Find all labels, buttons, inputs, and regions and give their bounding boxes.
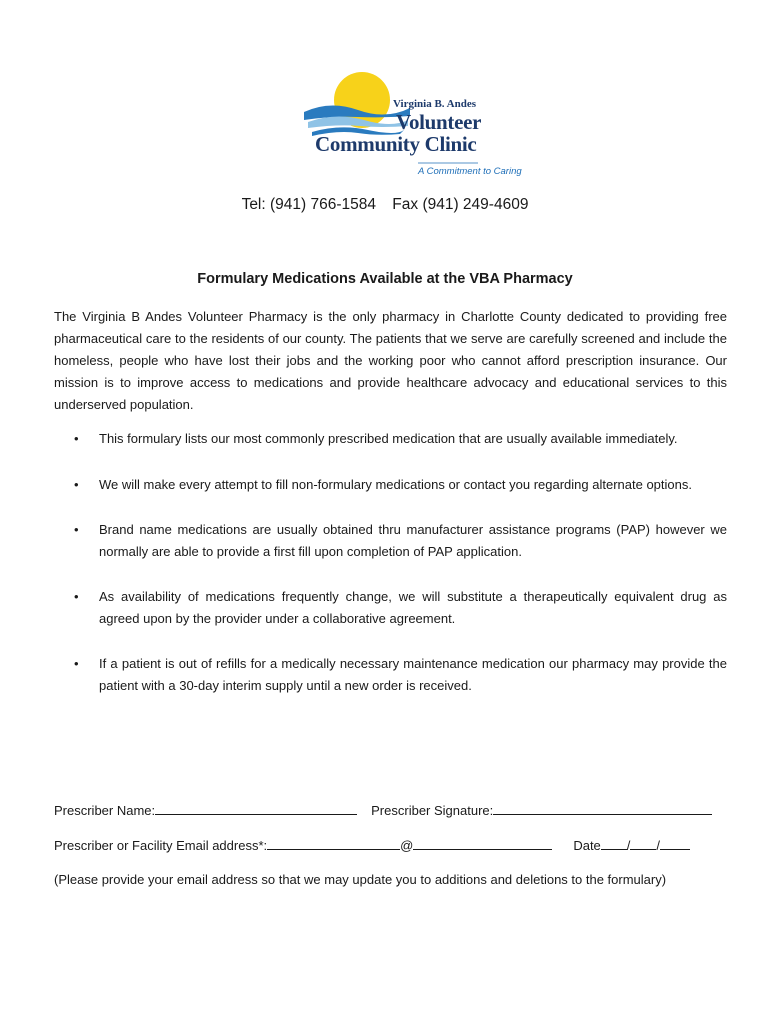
- bullet-text: If a patient is out of refills for a medically necessary maintenance medication our pharmacy may provide the patient with a 30-day interim supply until a new order is received.: [99, 656, 727, 693]
- list-item: [54, 428, 727, 450]
- fax-number: Fax (941) 249-4609: [392, 196, 529, 213]
- email-domain-field[interactable]: [413, 837, 552, 850]
- bullet-icon: •: [74, 476, 79, 492]
- email-note: (Please provide your email address so that we may update you to additions and deletions to the formulary): [54, 872, 667, 887]
- list-item: [54, 653, 727, 696]
- bullet-text: We will make every attempt to fill non-formulary medications or contact you regarding alternate options.: [99, 476, 692, 492]
- bullet-text: As availability of medications frequently change, we will substitute a therapeutically equivalent drug as agreed upon by the provider under a collaborative agreement.: [99, 589, 727, 626]
- date-separator: /: [626, 838, 631, 853]
- email-date-row: [54, 837, 726, 853]
- bullet-text: Brand name medications are usually obtained thru manufacturer assistance programs (PAP) however we normally are able to provide a first fill upon completion of PAP application.: [99, 522, 727, 559]
- bullet-icon: •: [74, 656, 79, 671]
- date-month-field[interactable]: [601, 837, 627, 850]
- clinic-logo: [300, 70, 522, 182]
- date-label: Date: [573, 838, 601, 853]
- logo-tagline: A Commitment to Caring: [418, 166, 522, 177]
- prescriber-signature-field[interactable]: [493, 802, 712, 815]
- logo-name-line1: Virginia B. Andes: [393, 98, 477, 110]
- bullet-text: This formulary lists our most commonly prescribed medication that are usually available immediately.: [99, 431, 678, 446]
- bullet-icon: •: [74, 522, 79, 537]
- logo-name-line3: Community Clinic: [315, 132, 477, 156]
- list-item: [54, 519, 727, 562]
- date-day-field[interactable]: [630, 837, 656, 850]
- email-user-field[interactable]: [267, 837, 400, 850]
- bullet-icon: •: [74, 431, 79, 446]
- list-item: [54, 586, 727, 629]
- date-separator: /: [656, 838, 661, 853]
- email-at-sign: @: [400, 838, 414, 853]
- prescriber-signature-label: Prescriber Signature:: [371, 803, 494, 818]
- prescriber-name-label: Prescriber Name:: [54, 803, 156, 818]
- bullet-icon: •: [74, 589, 79, 604]
- document-title: Formulary Medications Available at the VBA Pharmacy: [197, 271, 573, 287]
- prescriber-name-field[interactable]: [155, 802, 357, 815]
- email-label: Prescriber or Facility Email address*:: [54, 838, 268, 853]
- list-item: [54, 474, 727, 496]
- telephone-number: Tel: (941) 766-1584: [241, 196, 376, 213]
- prescriber-row: [54, 802, 726, 818]
- date-year-field[interactable]: [660, 837, 690, 850]
- logo-name-line2: Volunteer: [396, 110, 482, 134]
- bullet-list: [54, 428, 727, 720]
- intro-paragraph: The Virginia B Andes Volunteer Pharmacy is the only pharmacy in Charlotte County dedicated to providing free pharmaceutical care to the residents of our county. The patients that we serve are carefully screened and include the homeless, people who have lost their jobs and the working poor who cannot afford prescription insurance. Our mission is to improve access to medications and provide healthcare advocacy and educational services to this underserved population.: [54, 309, 727, 412]
- contact-line: [0, 196, 770, 214]
